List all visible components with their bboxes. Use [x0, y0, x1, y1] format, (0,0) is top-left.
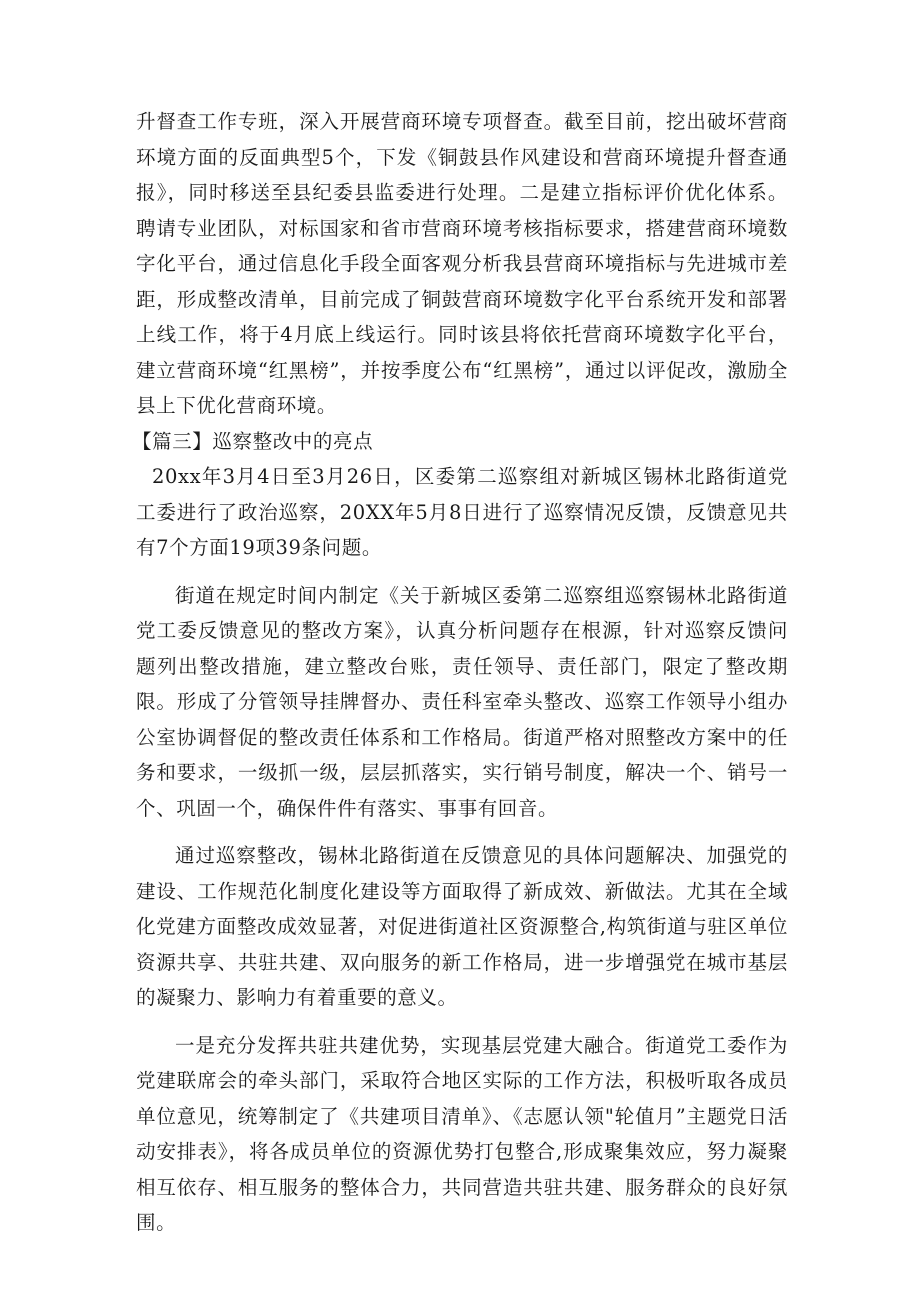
- section-heading: 【篇三】巡察整改中的亮点: [132, 429, 374, 453]
- paragraph-results: 通过巡察整改，锡林北路街道在反馈意见的具体问题解决、加强党的建设、工作规范化制度化建设等方面取得了新成效、新做法。尤其在全域化党建方面整改成效显著，对促进街道社区资源整合,构筑街道与驻区单位资源共享、共驻共建、双向服务的新工作格局，进一步增强党在城市基层的凝聚力、影响力有着重要的意义。: [136, 844, 788, 1009]
- document-page: [132, 104, 788, 1241]
- paragraph-point-one: 一是充分发挥共驻共建优势，实现基层党建大融合。街道党工委作为党建联席会的牵头部门，采取符合地区实际的工作方法，积极听取各成员单位意见，统筹制定了《共建项目清单》、《志愿认领"轮值月”主题党日活动安排表》，将各成员单位的资源优势打包整合,形成聚集效应，努力凝聚相互依存、相互服务的整体合力，共同营造共驻共建、服务群众的良好氛围。: [136, 1033, 788, 1234]
- paragraph-inspection-dates: 20xx年3月4日至3月26日，区委第二巡察组对新城区锡林北路街道党工委进行了政治巡察，20XX年5月8日进行了巡察情况反馈，反馈意见共有7个方面19项39条问题。: [136, 465, 788, 559]
- paragraph-rectification-plan: 街道在规定时间内制定《关于新城区委第二巡察组巡察锡林北路街道党工委反馈意见的整改方案》，认真分析问题存在根源，针对巡察反馈问题列出整改措施，建立整改台账，责任领导、责任部门，限定了整改期限。形成了分管领导挂牌督办、责任科室牵头整改、巡察工作领导小组办公室协调督促的整改责任体系和工作格局。街道严格对照整改方案中的任务和要求，一级抓一级，层层抓落实，实行销号制度，解决一个、销号一个、巩固一个，确保件件有落实、事事有回音。: [136, 583, 788, 820]
- paragraph-continued: 升督查工作专班，深入开展营商环境专项督查。截至目前，挖出破坏营商环境方面的反面典型5个，下发《铜鼓县作风建设和营商环境提升督查通报》，同时移送至县纪委县监委进行处理。二是建立指标评价优化体系。聘请专业团队，对标国家和省市营商环境考核指标要求，搭建营商环境数字化平台，通过信息化手段全面客观分析我县营商环境指标与先进城市差距，形成整改清单，目前完成了铜鼓营商环境数字化平台系统开发和部署上线工作，将于4月底上线运行。同时该县将依托营商环境数字化平台，建立营商环境“红黑榜”，并按季度公布“红黑榜”，通过以评促改，激励全县上下优化营商环境。: [136, 110, 788, 417]
